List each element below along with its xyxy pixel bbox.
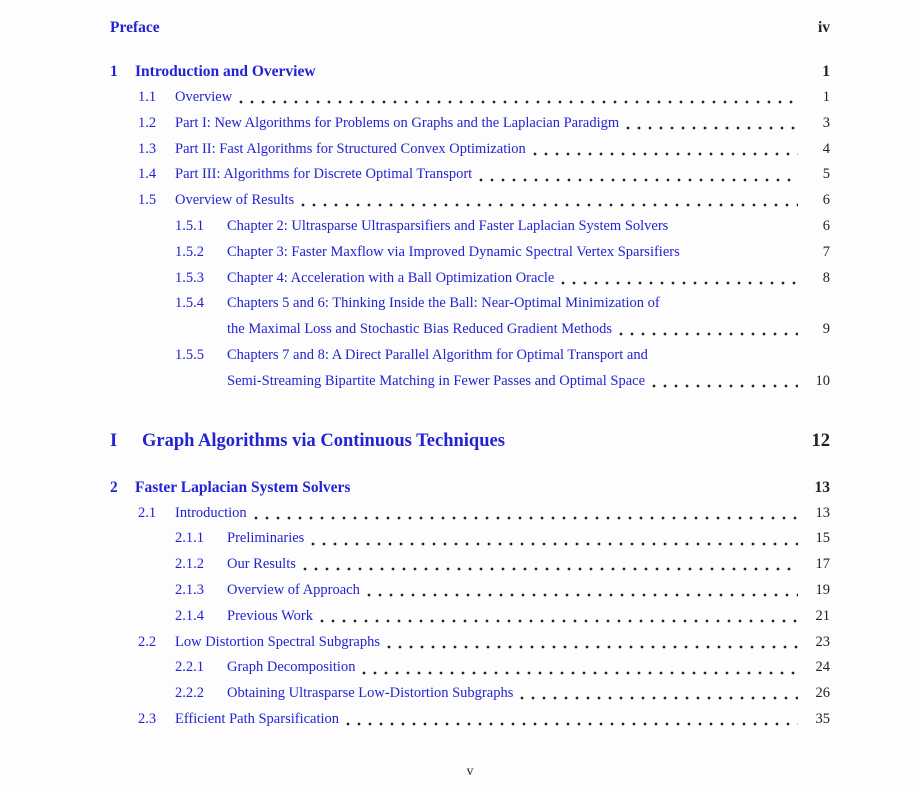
- dot-leader: [320, 619, 798, 623]
- toc-entry[interactable]: [110, 707, 830, 733]
- entry-page-number: 8: [822, 269, 830, 286]
- toc-entry[interactable]: [110, 291, 830, 317]
- dot-leader: [619, 332, 798, 336]
- entry-title: Preface: [110, 19, 160, 36]
- entry-title: Chapter 2: Ultrasparse Ultrasparsifiers and Faster Laplacian System Solvers: [227, 217, 669, 234]
- toc-entry[interactable]: [110, 58, 830, 85]
- toc-entry[interactable]: [110, 630, 830, 656]
- entry-page-number: 7: [822, 243, 830, 260]
- dot-leader: [239, 100, 798, 104]
- entry-page-number: 1: [822, 63, 830, 80]
- entry-page-number: 23: [815, 633, 830, 650]
- entry-title: Overview of Results: [175, 192, 295, 209]
- entry-page-number: 10: [815, 372, 830, 389]
- entry-title: Faster Laplacian System Solvers: [135, 478, 351, 496]
- dot-leader: [362, 671, 798, 675]
- entry-title: Efficient Path Sparsification: [175, 710, 340, 727]
- dot-leader: [346, 722, 798, 726]
- entry-page-number: 21: [815, 607, 830, 624]
- toc-entry[interactable]: [110, 111, 830, 137]
- entry-number: 1.4: [138, 166, 157, 183]
- entry-title: Part I: New Algorithms for Problems on Graphs and the Laplacian Paradigm: [175, 114, 620, 131]
- dot-leader: [254, 516, 798, 520]
- toc-entry[interactable]: [110, 526, 830, 552]
- dot-leader: [303, 567, 798, 571]
- entry-number: 1.5.2: [175, 243, 204, 260]
- entry-title-line2: Semi-Streaming Bipartite Matching in Fewer Passes and Optimal Space: [227, 372, 646, 389]
- dot-leader: [301, 203, 798, 207]
- entry-number: 2.1.1: [175, 530, 204, 547]
- toc-entry-continuation[interactable]: [110, 369, 830, 395]
- entry-page-number: 17: [815, 556, 830, 573]
- entry-number: 1.2: [138, 114, 157, 131]
- toc-entry[interactable]: [110, 240, 830, 266]
- toc-entry[interactable]: [110, 681, 830, 707]
- toc-entry[interactable]: [110, 655, 830, 681]
- entry-title-line2: the Maximal Loss and Stochastic Bias Reduced Gradient Methods: [227, 321, 612, 338]
- entry-number: 2.3: [138, 710, 157, 727]
- entry-page-number: iv: [817, 19, 830, 36]
- entry-page-number: 9: [822, 321, 830, 338]
- dot-leader: [533, 152, 798, 156]
- entry-number: 2.1: [138, 504, 157, 521]
- entry-title: Our Results: [227, 556, 296, 573]
- entry-number: 1.5.3: [175, 269, 204, 286]
- entry-number: 1.5: [138, 192, 157, 209]
- toc-entry[interactable]: [110, 137, 830, 163]
- entry-number: 2.2.1: [175, 659, 204, 676]
- toc-entry[interactable]: [110, 266, 830, 292]
- entry-number: 2: [110, 478, 118, 496]
- toc-entry[interactable]: [110, 501, 830, 527]
- entry-number: 1.3: [138, 140, 157, 157]
- dot-leader: [520, 696, 798, 700]
- entry-title: Chapters 7 and 8: A Direct Parallel Algorithm for Optimal Transport and: [227, 346, 648, 363]
- toc-list: [110, 14, 830, 733]
- entry-title: Chapters 5 and 6: Thinking Inside the Ball: Near-Optimal Minimization of: [227, 295, 660, 312]
- toc-entry[interactable]: [110, 214, 830, 240]
- entry-number: 2.1.3: [175, 581, 204, 598]
- dot-leader: [387, 645, 798, 649]
- entry-page-number: 24: [815, 659, 830, 676]
- entry-title: Overview: [175, 89, 233, 105]
- entry-title: Overview of Approach: [227, 581, 360, 598]
- toc-entry[interactable]: [110, 604, 830, 630]
- entry-page-number: 15: [815, 530, 830, 547]
- dot-leader: [561, 281, 798, 285]
- toc-entry[interactable]: [110, 425, 830, 457]
- entry-title: Obtaining Ultrasparse Low-Distortion Subgraphs: [227, 685, 514, 702]
- dot-leader: [311, 542, 798, 546]
- entry-page-number: 13: [815, 504, 830, 521]
- toc-entry[interactable]: [110, 85, 830, 111]
- entry-number: I: [110, 430, 118, 451]
- entry-page-number: 35: [815, 710, 830, 727]
- toc-entry[interactable]: [110, 343, 830, 369]
- footer-page-number: v: [466, 763, 474, 778]
- entry-number: 2.2: [138, 633, 157, 650]
- entry-page-number: 12: [811, 430, 830, 451]
- toc-entry-continuation[interactable]: [110, 317, 830, 343]
- toc-entry[interactable]: [110, 188, 830, 214]
- entry-page-number: 13: [814, 478, 830, 496]
- toc-entry[interactable]: [110, 14, 830, 41]
- entry-number: 2.1.2: [175, 556, 204, 573]
- entry-number: 1.5.5: [175, 346, 204, 363]
- entry-title: Preliminaries: [227, 530, 305, 547]
- entry-title: Introduction: [175, 504, 247, 521]
- entry-number: 2.2.2: [175, 685, 204, 702]
- entry-page-number: 6: [822, 192, 830, 209]
- dot-leader: [626, 126, 798, 130]
- dot-leader: [479, 178, 798, 182]
- entry-title: Graph Algorithms via Continuous Techniques: [142, 430, 505, 451]
- entry-page-number: 3: [822, 114, 830, 131]
- entry-number: 2.1.4: [175, 607, 204, 624]
- dot-leader: [652, 384, 798, 388]
- entry-title: Graph Decomposition: [227, 659, 356, 676]
- entry-page-number: 19: [815, 581, 830, 598]
- entry-title: Part III: Algorithms for Discrete Optimal Transport: [175, 166, 473, 183]
- entry-number: 1.1: [138, 89, 157, 105]
- entry-number: 1.5.1: [175, 217, 204, 234]
- entry-title: Chapter 4: Acceleration with a Ball Optimization Oracle: [227, 269, 555, 286]
- entry-page-number: 26: [815, 685, 830, 702]
- entry-title: Previous Work: [227, 607, 313, 624]
- entry-page-number: 5: [822, 166, 830, 183]
- entry-number: 1.5.4: [175, 295, 204, 312]
- toc-entry[interactable]: [110, 578, 830, 604]
- toc-entry[interactable]: [110, 552, 830, 578]
- toc-entry[interactable]: [110, 474, 830, 501]
- entry-page-number: 1: [822, 89, 830, 105]
- entry-page-number: 4: [822, 140, 830, 157]
- entry-title: Part II: Fast Algorithms for Structured Convex Optimization: [175, 140, 526, 157]
- dot-leader: [367, 593, 798, 597]
- entry-page-number: 6: [822, 217, 830, 234]
- toc-entry[interactable]: [110, 162, 830, 188]
- entry-title: Chapter 3: Faster Maxflow via Improved Dynamic Spectral Vertex Sparsifiers: [227, 243, 680, 260]
- entry-number: 1: [110, 63, 118, 80]
- entry-title: Introduction and Overview: [135, 63, 316, 80]
- entry-title: Low Distortion Spectral Subgraphs: [175, 633, 380, 650]
